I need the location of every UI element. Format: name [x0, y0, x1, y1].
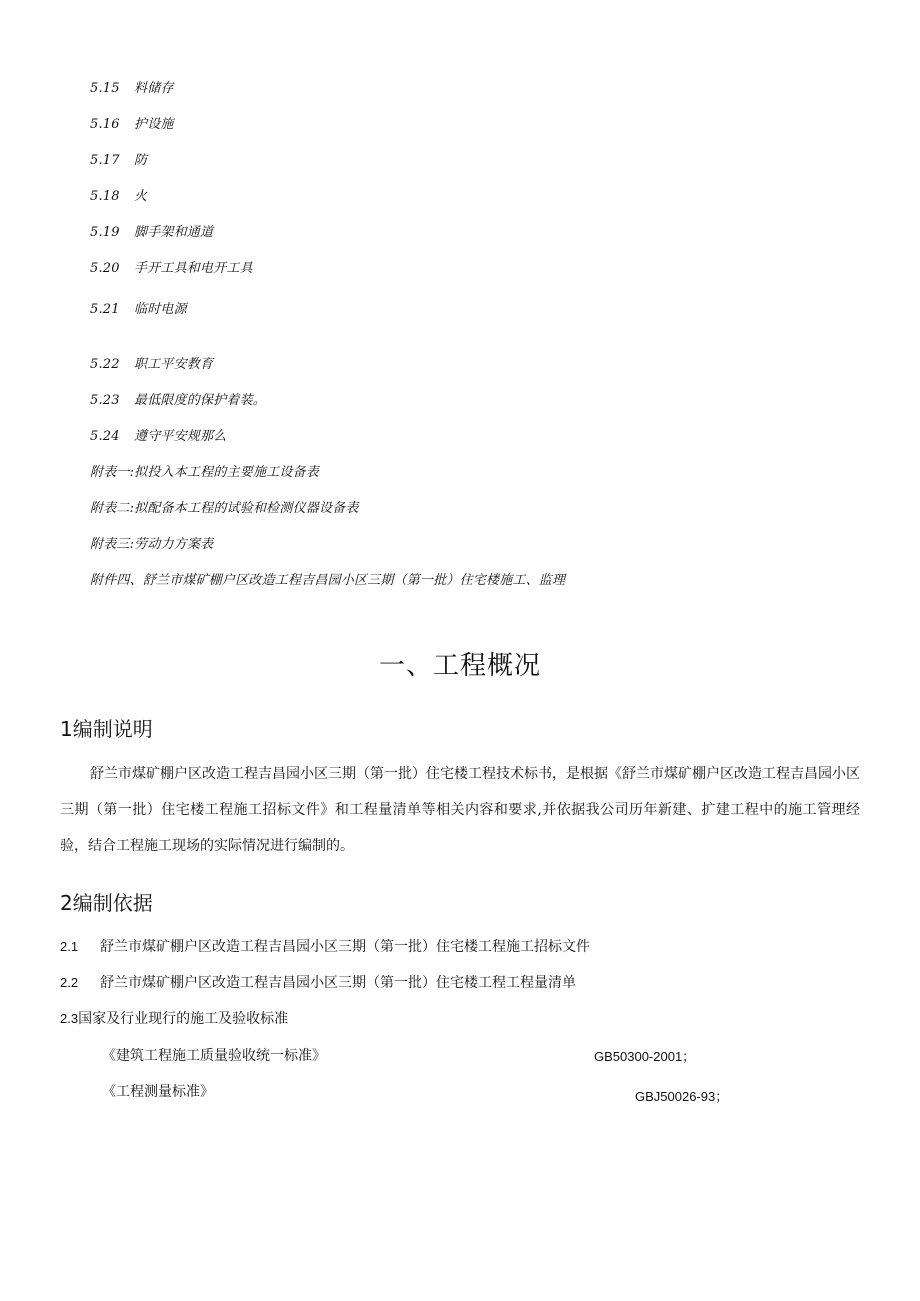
- toc-item-5-19[interactable]: [90, 224, 213, 242]
- basis-item-text: 舒兰市煤矿棚户区改造工程吉昌园小区三期（第一批）住宅楼工程工程量清单: [100, 975, 576, 991]
- basis-item-2-1: [60, 937, 590, 957]
- toc-item-number: 5.15: [90, 81, 120, 96]
- toc-item-5-16[interactable]: [90, 116, 174, 134]
- toc-item-number: 5.24: [90, 429, 120, 444]
- toc-item-number: 5.19: [90, 225, 120, 240]
- standards-heading: [60, 1009, 288, 1029]
- toc-item-number: 5.17: [90, 153, 120, 168]
- toc-appendix-text: 附表三:劳动力方案表: [90, 537, 214, 552]
- standards-heading-number: 2.3: [60, 1011, 79, 1026]
- toc-appendix-4[interactable]: [90, 572, 565, 590]
- toc-item-number: 5.22: [90, 357, 120, 372]
- toc-appendix-text: 附件四、舒兰市煤矿棚户区改造工程吉昌园小区三期（第一批）住宅楼施工、监理: [90, 573, 566, 588]
- toc-item-text: 职工平安教育: [134, 357, 214, 372]
- toc-item-text: 料储存: [134, 81, 174, 96]
- basis-item-number: 2.2: [60, 975, 79, 990]
- toc-item-text: 临时电源: [134, 302, 187, 317]
- section-paragraph: 舒兰市煤矿棚户区改造工程吉昌园小区三期（第一批）住宅楼工程技术标书，是根据《舒兰市煤矿棚户区改造工程吉昌园小区三期（第一批）住宅楼工程施工招标文件》和工程量清单等相关内容和要求,并依据我公司历年新建、扩建工程中的施工管理经验，结合工程施工现场的实际情况进行编制的。: [60, 766, 860, 854]
- toc-appendix-3[interactable]: [90, 536, 213, 554]
- toc-item-5-17[interactable]: [90, 152, 147, 170]
- toc-item-number: 5.18: [90, 189, 120, 204]
- toc-item-number: 5.20: [90, 261, 120, 276]
- basis-item-text: 舒兰市煤矿棚户区改造工程吉昌园小区三期（第一批）住宅楼工程施工招标文件: [100, 939, 590, 955]
- toc-item-text: 脚手架和通道: [134, 225, 214, 240]
- toc-item-5-24[interactable]: [90, 428, 226, 446]
- toc-item-number: 5.21: [90, 302, 120, 317]
- toc-appendix-2[interactable]: [90, 500, 359, 518]
- toc-item-text: 手开工具和电开工具: [134, 261, 253, 276]
- toc-item-number: 5.16: [90, 117, 120, 132]
- toc-item-text: 火: [134, 189, 148, 204]
- standard-code-2: GBJ50026-93；: [635, 1089, 729, 1104]
- standard-code-1: GB50300-2001；: [594, 1049, 696, 1064]
- chapter-title: 一、工程概况: [378, 651, 541, 681]
- toc-item-5-18[interactable]: [90, 188, 147, 206]
- standards-heading-text: 国家及行业现行的施工及验收标准: [78, 1011, 289, 1027]
- toc-item-text: 护设施: [134, 117, 174, 132]
- section-title-compilation-basis: 2编制依据: [60, 891, 153, 915]
- toc-item-text: 最低限度的保护着装。: [134, 393, 267, 408]
- standard-name-2: 《工程测量标准》: [102, 1084, 214, 1100]
- basis-item-2-2: [60, 973, 576, 993]
- toc-appendix-1[interactable]: [90, 464, 319, 482]
- toc-item-5-23[interactable]: [90, 392, 266, 410]
- toc-item-text: 遵守平安规那么: [134, 429, 227, 444]
- basis-item-number: 2.1: [60, 939, 79, 954]
- toc-item-5-21[interactable]: [90, 301, 187, 319]
- toc-item-text: 防: [134, 153, 148, 168]
- section-title-compilation-notes: 1编制说明: [60, 717, 153, 741]
- toc-item-5-15[interactable]: [90, 80, 174, 98]
- standard-name-1: 《建筑工程施工质量验收统一标准》: [102, 1048, 326, 1064]
- toc-item-number: 5.23: [90, 393, 120, 408]
- toc-item-5-22[interactable]: [90, 356, 213, 374]
- toc-appendix-text: 附表一:拟投入本工程的主要施工设备表: [90, 465, 319, 480]
- toc-appendix-text: 附表二:拟配备本工程的试验和检测仪器设备表: [90, 501, 359, 516]
- toc-item-5-20[interactable]: [90, 260, 253, 278]
